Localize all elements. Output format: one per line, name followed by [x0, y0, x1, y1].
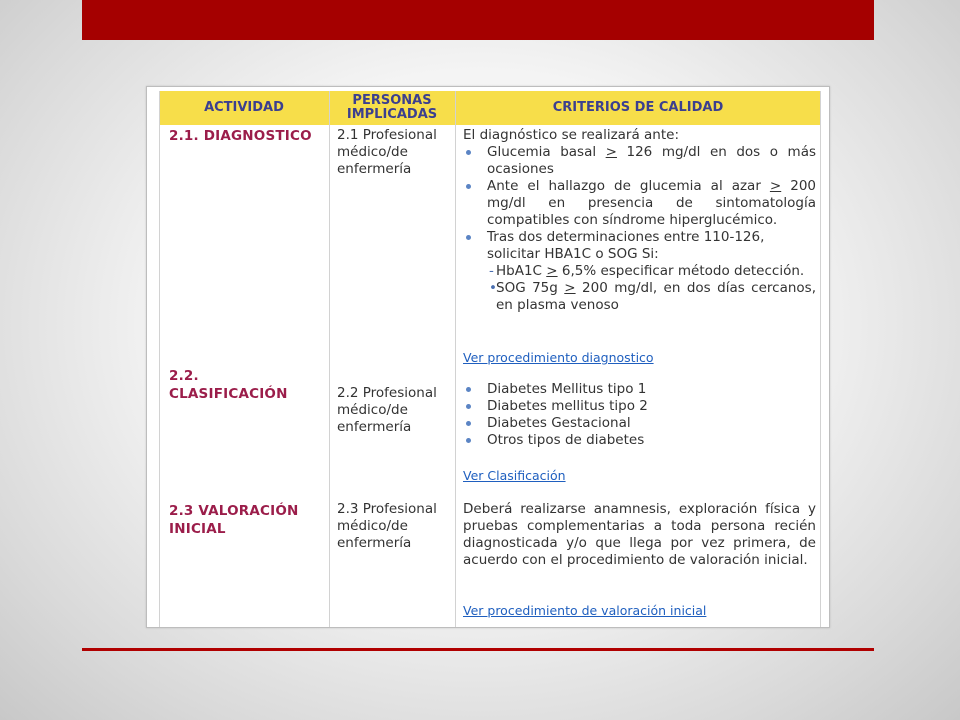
item-text: 126 mg/dl en dos o más ocasiones	[487, 144, 817, 177]
item-text: Otros tipos de diabetes	[487, 432, 645, 448]
top-accent-bar	[82, 0, 874, 40]
list-item	[463, 178, 816, 229]
sub-list-item	[463, 263, 816, 280]
bullet-icon	[466, 387, 471, 392]
table-header	[159, 91, 821, 125]
bullet-icon	[466, 235, 471, 240]
header-criterios: CRITERIOS DE CALIDAD	[552, 100, 724, 115]
list-item	[463, 381, 816, 398]
item-text: 200 mg/dl en presencia de sintomatología compatibles con síndrome hiperglucémico.	[487, 178, 816, 228]
list-item	[463, 144, 816, 178]
quality-criteria-table	[146, 86, 830, 628]
item-text: HbA1C	[496, 263, 547, 279]
activity-valoracion-inicial: 2.3 VALORACIÓN INICIAL	[169, 503, 299, 537]
bullet-icon: •	[489, 280, 497, 296]
link-valoracion-inicial[interactable]: Ver procedimiento de valoración inicial	[463, 603, 707, 618]
criteria-clasificacion	[463, 381, 816, 449]
classification-list	[463, 381, 816, 449]
list-item	[463, 229, 816, 263]
item-text: Diabetes mellitus tipo 2	[487, 398, 648, 414]
item-text: Diabetes Mellitus tipo 1	[487, 381, 647, 397]
sub-list-item	[463, 280, 816, 314]
persons-diagnostico: 2.1 Profesional médico/de enfermería	[337, 127, 437, 177]
list-item	[463, 432, 816, 449]
activity-clasificacion: 2.2. CLASIFICACIÓN	[169, 368, 288, 402]
item-text: Tras dos determinaciones entre 110-126, solicitar HBA1C o SOG Si:	[487, 229, 765, 262]
gte-symbol: >	[546, 263, 558, 279]
gte-symbol: >	[605, 144, 617, 160]
column-divider	[159, 91, 160, 627]
header-personas	[329, 91, 455, 125]
list-item	[463, 415, 816, 432]
persons-valoracion-inicial: 2.3 Profesional médico/de enfermería	[337, 501, 437, 551]
item-text: 6,5% especificar método detección.	[557, 263, 805, 279]
dash-icon: -	[489, 263, 494, 279]
item-text: Glucemia basal	[487, 144, 606, 160]
column-divider	[329, 91, 330, 627]
link-procedimiento-diagnostico[interactable]: Ver procedimiento diagnostico	[463, 350, 654, 365]
item-text: SOG 75g	[496, 280, 565, 296]
bullet-icon	[466, 421, 471, 426]
bullet-icon	[466, 438, 471, 443]
criteria-diagnostico	[463, 127, 816, 314]
item-text: Ante el hallazgo de glucemia al azar	[487, 178, 770, 194]
gte-symbol: >	[769, 178, 782, 194]
bullet-icon	[466, 184, 471, 189]
bullet-icon	[466, 150, 471, 155]
criteria-list	[463, 144, 816, 314]
bottom-accent-line	[82, 648, 874, 651]
column-divider	[820, 91, 821, 627]
list-item	[463, 398, 816, 415]
header-actividad: ACTIVIDAD	[204, 100, 284, 115]
bullet-icon	[466, 404, 471, 409]
link-clasificacion[interactable]: Ver Clasificación	[463, 468, 566, 483]
item-text: 200 mg/dl, en dos días cercanos, en plasma venoso	[496, 280, 816, 313]
header-personas-text: PERSONAS IMPLICADAS	[346, 93, 438, 122]
activity-diagnostico: 2.1. DIAGNOSTICO	[169, 128, 312, 144]
criteria-intro: El diagnóstico se realizará ante:	[463, 127, 680, 143]
gte-symbol: >	[564, 280, 576, 296]
persons-clasificacion: 2.2 Profesional médico/de enfermería	[337, 385, 437, 435]
criteria-valoracion-inicial: Deberá realizarse anamnesis, exploración física y pruebas complementarias a toda persona recién diagnosticada y/o que llega por vez primera, de acuerdo con el procedimiento de valoración inicial.	[463, 501, 816, 568]
item-text: Diabetes Gestacional	[487, 415, 631, 431]
